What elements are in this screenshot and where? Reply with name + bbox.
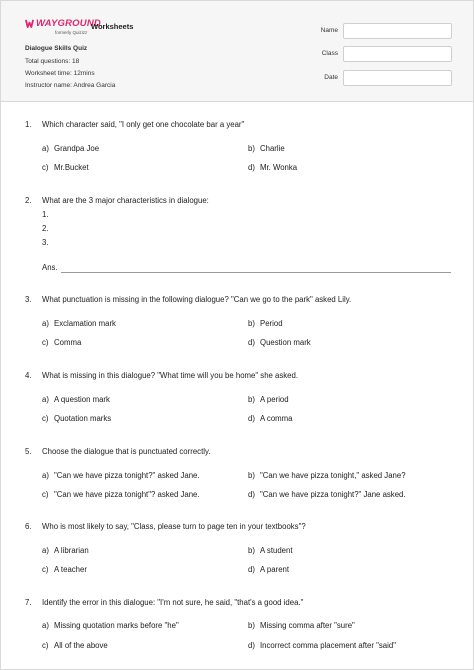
option-d[interactable] xyxy=(248,163,297,172)
option-a[interactable] xyxy=(42,621,179,630)
question-text: Who is most likely to say, "Class, please turn to page ten in your textbooks"? xyxy=(42,522,306,531)
option-letter: a) xyxy=(42,144,49,153)
option-letter: b) xyxy=(248,471,255,480)
question-text: Identify the error in this dialogue: "I'm not sure, he said, "that's a good idea." xyxy=(42,598,304,607)
option-d[interactable] xyxy=(248,338,311,347)
option-letter: c) xyxy=(42,414,49,423)
option-letter: d) xyxy=(248,338,255,347)
option-text: A student xyxy=(260,546,293,555)
option-d[interactable] xyxy=(248,641,396,650)
option-a[interactable] xyxy=(42,471,200,480)
option-letter: a) xyxy=(42,621,49,630)
option-text: A teacher xyxy=(54,565,87,574)
option-b[interactable] xyxy=(248,621,355,630)
option-text: Exclamation mark xyxy=(54,319,116,328)
option-c[interactable] xyxy=(42,490,200,499)
class-label: Class xyxy=(321,50,338,57)
option-text: "Can we have pizza tonight?" Jane asked. xyxy=(260,490,406,499)
option-c[interactable] xyxy=(42,338,81,347)
option-c[interactable] xyxy=(42,163,89,172)
answer-line-3: 3. xyxy=(42,238,49,247)
question-text: What punctuation is missing in the following dialogue? "Can we go to the park" asked Lily. xyxy=(42,295,352,304)
option-letter: c) xyxy=(42,338,49,347)
brand-logo xyxy=(25,18,101,36)
option-b[interactable] xyxy=(248,546,293,555)
option-c[interactable] xyxy=(42,565,87,574)
option-letter: d) xyxy=(248,490,255,499)
answer-line-1: 1. xyxy=(42,210,49,219)
question-number: 3. xyxy=(25,295,32,304)
brand-tagline: formerly Quizizz xyxy=(55,30,88,35)
option-letter: a) xyxy=(42,471,49,480)
option-letter: a) xyxy=(42,319,49,328)
option-b[interactable] xyxy=(248,144,285,153)
instructor-name: Instructor name: Andrea Garcia xyxy=(25,82,116,89)
question-number: 5. xyxy=(25,447,32,456)
class-field[interactable] xyxy=(343,46,452,62)
option-letter: b) xyxy=(248,144,255,153)
option-letter: d) xyxy=(248,641,255,650)
worksheet-header xyxy=(1,1,473,102)
question-text: Which character said, "I only get one chocolate bar a year" xyxy=(42,120,245,129)
option-text: A parent xyxy=(260,565,290,574)
option-text: "Can we have pizza tonight," asked Jane? xyxy=(260,471,406,480)
option-text: A period xyxy=(260,395,289,404)
option-letter: d) xyxy=(248,565,255,574)
option-text: Question mark xyxy=(260,338,311,347)
option-text: Period xyxy=(260,319,283,328)
question-number: 2. xyxy=(25,196,32,205)
name-field[interactable] xyxy=(343,23,452,39)
option-a[interactable] xyxy=(42,144,99,153)
option-d[interactable] xyxy=(248,565,289,574)
answer-label: Ans. xyxy=(42,263,58,272)
option-text: Missing quotation marks before "he" xyxy=(54,621,179,630)
quiz-title: Dialogue Skills Quiz xyxy=(25,45,88,52)
brand-name: WAYGROUND xyxy=(36,18,101,29)
option-text: "Can we have pizza tonight?" asked Jane. xyxy=(54,471,200,480)
answer-line-2: 2. xyxy=(42,224,49,233)
question-number: 1. xyxy=(25,120,32,129)
option-letter: d) xyxy=(248,163,255,172)
section-label: Worksheets xyxy=(91,22,134,31)
question-number: 6. xyxy=(25,522,32,531)
option-d[interactable] xyxy=(248,490,406,499)
question-number: 7. xyxy=(25,598,32,607)
option-text: "Can we have pizza tonight"? asked Jane. xyxy=(54,490,200,499)
question-number: 4. xyxy=(25,371,32,380)
option-letter: c) xyxy=(42,565,49,574)
option-b[interactable] xyxy=(248,395,289,404)
option-letter: a) xyxy=(42,395,49,404)
wayground-logo-icon xyxy=(25,19,34,28)
option-c[interactable] xyxy=(42,641,108,650)
option-text: Missing comma after "sure" xyxy=(260,621,355,630)
answer-input-line[interactable] xyxy=(61,272,451,273)
option-b[interactable] xyxy=(248,471,406,480)
option-d[interactable] xyxy=(248,414,293,423)
option-text: Charlie xyxy=(260,144,285,153)
name-label: Name xyxy=(320,27,338,34)
option-text: Quotation marks xyxy=(54,414,112,423)
option-text: A librarian xyxy=(54,546,89,555)
option-letter: d) xyxy=(248,414,255,423)
option-a[interactable] xyxy=(42,395,110,404)
option-letter: a) xyxy=(42,546,49,555)
option-letter: c) xyxy=(42,163,49,172)
option-letter: b) xyxy=(248,546,255,555)
option-c[interactable] xyxy=(42,414,111,423)
option-letter: c) xyxy=(42,490,49,499)
option-letter: b) xyxy=(248,319,255,328)
option-text: Incorrect comma placement after "said" xyxy=(260,641,396,650)
option-text: Mr. Wonka xyxy=(260,163,298,172)
option-text: Grandpa Joe xyxy=(54,144,100,153)
option-a[interactable] xyxy=(42,546,89,555)
option-b[interactable] xyxy=(248,319,283,328)
option-text: Mr.Bucket xyxy=(54,163,89,172)
date-field[interactable] xyxy=(343,70,452,86)
option-letter: c) xyxy=(42,641,49,650)
option-letter: b) xyxy=(248,395,255,404)
option-text: A question mark xyxy=(54,395,110,404)
option-text: Comma xyxy=(54,338,82,347)
worksheet-time: Worksheet time: 12mins xyxy=(25,70,95,77)
question-text: Choose the dialogue that is punctuated correctly. xyxy=(42,447,211,456)
question-text: What are the 3 major characteristics in dialogue: xyxy=(42,196,209,205)
total-questions: Total questions: 18 xyxy=(25,58,80,65)
option-text: All of the above xyxy=(54,641,108,650)
option-a[interactable] xyxy=(42,319,116,328)
date-label: Date xyxy=(324,74,338,81)
question-text: What is missing in this dialogue? "What time will you be home" she asked. xyxy=(42,371,299,380)
option-text: A comma xyxy=(260,414,293,423)
option-letter: b) xyxy=(248,621,255,630)
